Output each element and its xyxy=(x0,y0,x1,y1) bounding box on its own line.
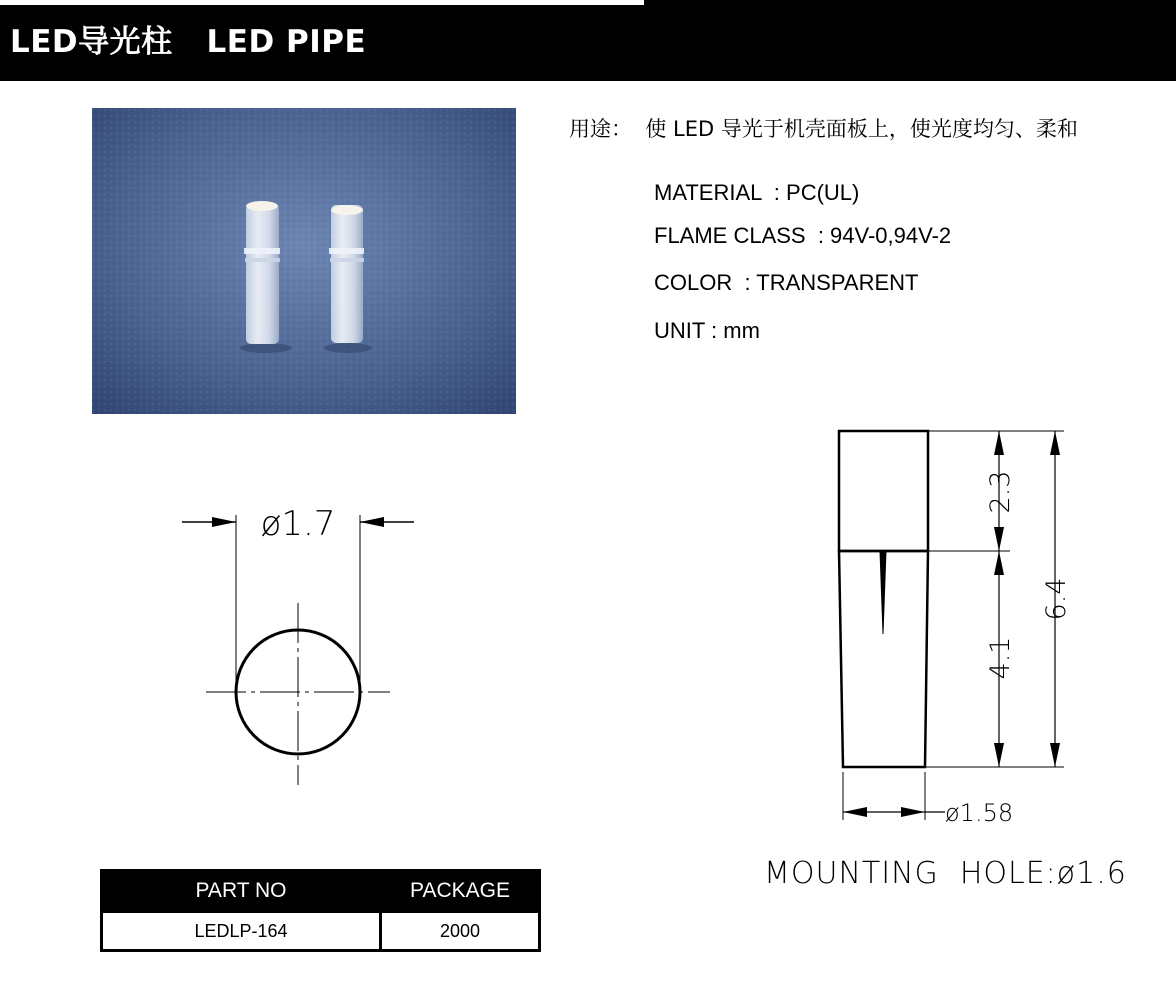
spec-unit: UNIT : mm xyxy=(654,318,760,343)
cell-part-no: LEDLP-164 xyxy=(102,912,381,951)
side-view-notch xyxy=(880,551,886,634)
side-view-drawing xyxy=(839,431,1064,820)
spec-material: MATERIAL : PC(UL) xyxy=(654,180,860,205)
cell-package: 2000 xyxy=(381,912,540,951)
arrow-right xyxy=(360,517,384,527)
mounting-hole-label: MOUNTING HOLE:ø1.6 xyxy=(764,856,1127,891)
dim-base-label: ø1.58 xyxy=(945,799,1014,827)
side-view-head xyxy=(839,431,928,551)
dim-top-label: 2.3 xyxy=(985,470,1016,514)
top-view-diameter-label: ø1.7 xyxy=(260,504,336,544)
top-view-drawing xyxy=(182,515,414,785)
spec-flame-class: FLAME CLASS : 94V-0,94V-2 xyxy=(654,223,952,248)
header-package: PACKAGE xyxy=(381,871,540,912)
page-title: LED导光柱 LED PIPE xyxy=(10,24,367,60)
table-header-row xyxy=(102,871,540,912)
usage-text: 用途： 使 LED 导光于机壳面板上，使光度均匀、柔和 xyxy=(569,117,1078,141)
dim-lower-label: 4.1 xyxy=(985,636,1016,680)
header-part-no: PART NO xyxy=(102,871,381,912)
spec-color: COLOR : TRANSPARENT xyxy=(654,270,919,295)
dim-total-label: 6.4 xyxy=(1041,577,1072,621)
arrow-left xyxy=(212,517,236,527)
table-row xyxy=(102,912,540,951)
parts-table xyxy=(100,869,541,952)
